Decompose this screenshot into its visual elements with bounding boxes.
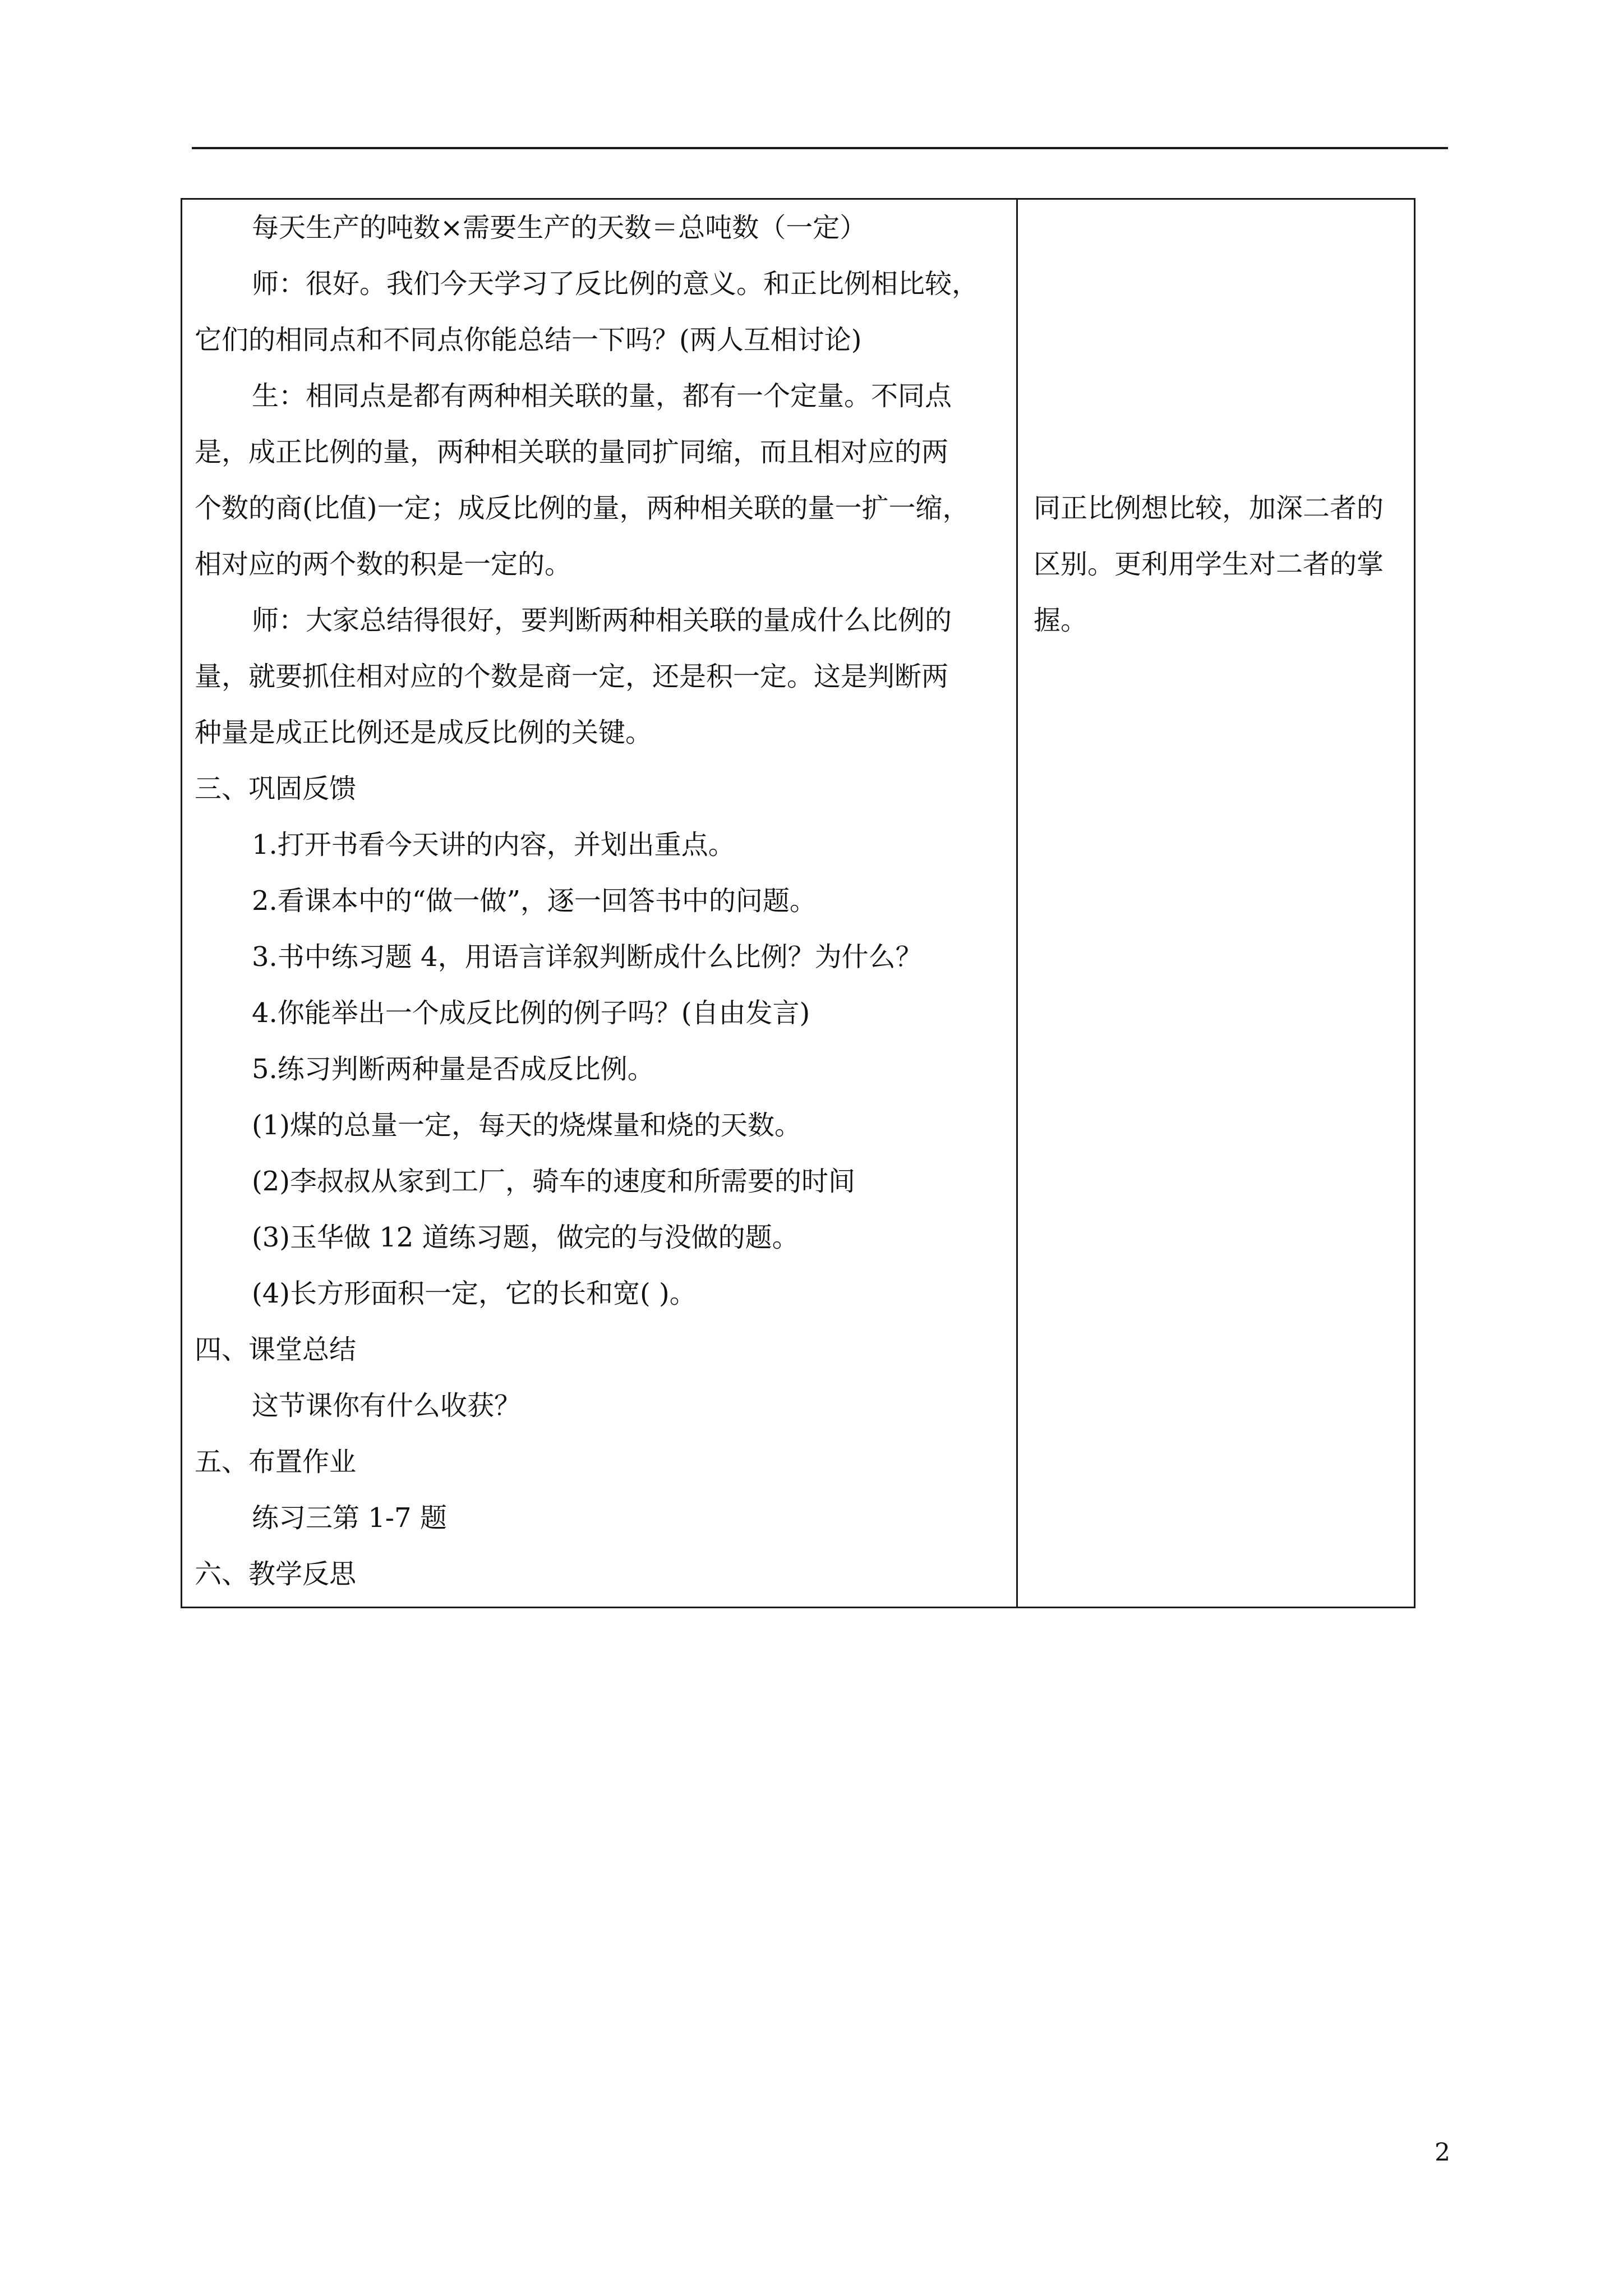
exercise-item: 1.打开书看今天讲的内容，并划出重点。: [252, 829, 735, 861]
content-line: 量，就要抓住相对应的个数是商一定，还是积一定。这是判断两: [195, 661, 949, 692]
exercise-item: 3.书中练习题 4，用语言详叙判断成什么比例？为什么？: [252, 941, 923, 973]
note-line: 同正比例想比较，加深二者的: [1034, 493, 1384, 524]
lesson-plan-table: [181, 198, 1415, 1608]
content-line: 这节课你有什么收获？: [252, 1390, 522, 1421]
content-line: 它们的相同点和不同点你能总结一下吗？(两人互相讨论): [195, 324, 862, 356]
column-divider: [1016, 200, 1018, 1607]
content-line: 种量是成正比例还是成反比例的关键。: [195, 717, 653, 748]
exercise-subitem: (2)李叔叔从家到工厂，骑车的速度和所需要的时间: [252, 1166, 855, 1197]
exercise-subitem: (4)长方形面积一定，它的长和宽( )。: [252, 1278, 697, 1309]
content-line: 每天生产的吨数×需要生产的天数＝总吨数（一定）: [252, 212, 867, 243]
exercise-item: 5.练习判断两种量是否成反比例。: [252, 1053, 654, 1085]
content-line: 生：相同点是都有两种相关联的量，都有一个定量。不同点: [252, 380, 952, 412]
note-line: 握。: [1034, 605, 1088, 636]
page-number: 2: [1435, 2138, 1450, 2167]
header-rule: [192, 147, 1448, 149]
content-line: 是，成正比例的量，两种相关联的量同扩同缩，而且相对应的两: [195, 436, 949, 468]
content-line: 师：很好。我们今天学习了反比例的意义。和正比例相比较，: [252, 268, 979, 300]
exercise-subitem: (3)玉华做 12 道练习题，做完的与没做的题。: [252, 1222, 799, 1253]
exercise-item: 4.你能举出一个成反比例的例子吗？(自由发言): [252, 997, 810, 1029]
section-heading: 六、教学反思: [195, 1558, 357, 1590]
content-line: 个数的商(比值)一定；成反比例的量，两种相关联的量一扩一缩，: [195, 493, 970, 524]
section-heading: 四、课堂总结: [195, 1334, 357, 1365]
exercise-subitem: (1)煤的总量一定，每天的烧煤量和烧的天数。: [252, 1110, 801, 1141]
section-heading: 五、布置作业: [195, 1446, 357, 1478]
exercise-item: 2.看课本中的“做一做”，逐一回答书中的问题。: [252, 885, 817, 917]
content-line: 相对应的两个数的积是一定的。: [195, 549, 572, 580]
lesson-content-column: [195, 200, 1007, 1602]
content-line: 师：大家总结得很好，要判断两种相关联的量成什么比例的: [252, 605, 952, 636]
note-line: 区别。更利用学生对二者的掌: [1034, 549, 1384, 580]
design-notes-column: [1034, 480, 1404, 648]
content-line: 练习三第 1-7 题: [252, 1502, 447, 1534]
section-heading: 三、巩固反馈: [195, 773, 357, 804]
